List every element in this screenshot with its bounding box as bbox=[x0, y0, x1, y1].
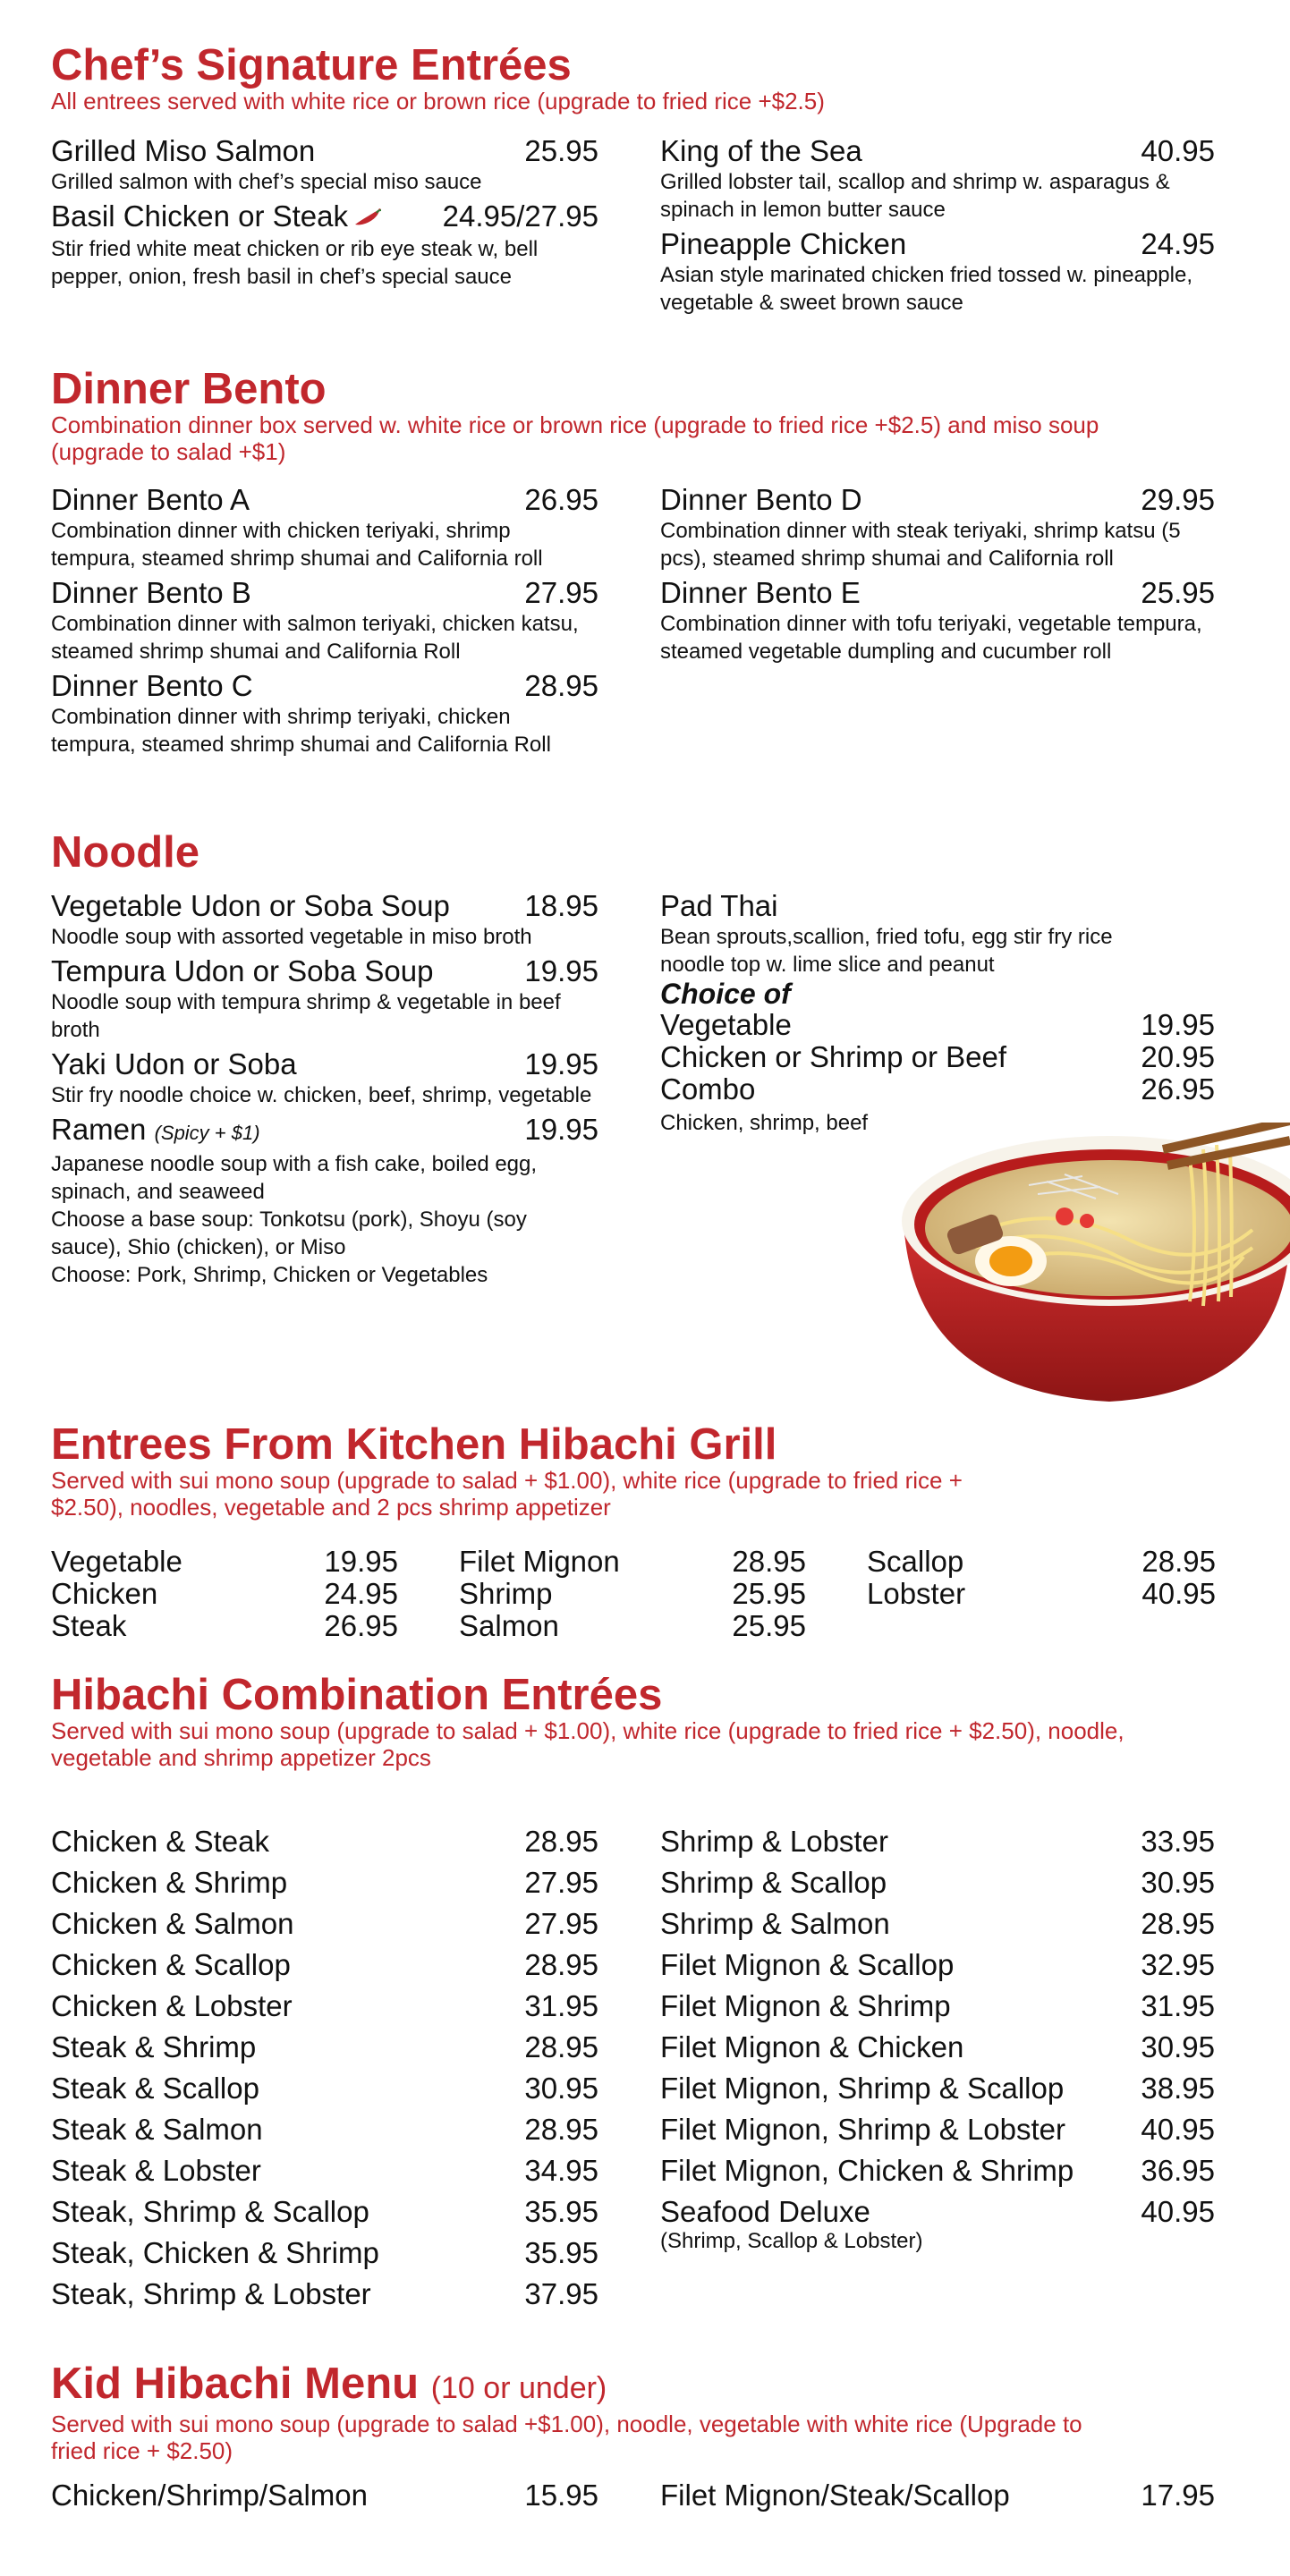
item-price: 17.95 bbox=[1141, 2479, 1215, 2512]
item-name: Steak & Salmon bbox=[51, 2113, 263, 2146]
combo-section bbox=[51, 1673, 1214, 1771]
combo-title: Hibachi Combination Entrées bbox=[51, 1671, 663, 1719]
item-name: Dinner Bento A bbox=[51, 483, 250, 516]
menu-row bbox=[51, 2191, 598, 2233]
item-price: 34.95 bbox=[524, 2154, 598, 2187]
item-price: 19.95 bbox=[524, 954, 598, 987]
chili-pepper-icon bbox=[353, 201, 382, 235]
item-price: 37.95 bbox=[524, 2277, 598, 2310]
menu-item bbox=[51, 576, 598, 665]
option-price: 26.95 bbox=[1141, 1072, 1215, 1106]
item-name: Steak & Scallop bbox=[51, 2072, 259, 2105]
menu-item bbox=[51, 669, 598, 758]
item-price: 19.95 bbox=[524, 1047, 598, 1080]
item-price: 26.95 bbox=[524, 483, 598, 516]
item-desc: Japanese noodle soup with a fish cake, boiled egg, spinach, and seaweed bbox=[51, 1152, 538, 1204]
signature-left-col bbox=[51, 134, 598, 291]
item-name: Steak, Shrimp & Lobster bbox=[51, 2277, 371, 2310]
item-price: 32.95 bbox=[1141, 1948, 1215, 1981]
item-name: Ramen bbox=[51, 1113, 147, 1146]
item-name: Shrimp & Salmon bbox=[660, 1907, 890, 1940]
item-name: Filet Mignon bbox=[459, 1545, 620, 1578]
menu-item bbox=[51, 199, 598, 291]
menu-row bbox=[51, 2150, 598, 2191]
item-name: Steak, Chicken & Shrimp bbox=[51, 2236, 379, 2269]
item-name: Dinner Bento C bbox=[51, 669, 253, 702]
ramen-bowl-image bbox=[895, 1123, 1290, 1409]
item-price: 40.95 bbox=[1141, 2113, 1215, 2146]
menu-row bbox=[51, 2027, 598, 2068]
item-price: 27.95 bbox=[524, 576, 598, 609]
item-name: Steak & Shrimp bbox=[51, 2030, 257, 2063]
item-desc-soup: Choose a base soup: Tonkotsu (pork), Shoyu (soy sauce), Shio (chicken), or Miso bbox=[51, 1208, 527, 1259]
item-name: Chicken & Shrimp bbox=[51, 1866, 288, 1899]
item-desc: Combination dinner with shrimp teriyaki, chicken tempura, steamed shrimp shumai and California Roll bbox=[51, 705, 551, 757]
item-price: 28.95 bbox=[732, 1545, 806, 1578]
menu-row bbox=[51, 2274, 598, 2315]
hibachi-section bbox=[51, 1422, 1214, 1521]
item-name: King of the Sea bbox=[660, 134, 862, 167]
menu-row bbox=[51, 1986, 598, 2027]
item-desc: Noodle soup with assorted vegetable in miso broth bbox=[51, 925, 532, 949]
item-desc: Combination dinner with salmon teriyaki, chicken katsu, steamed shrimp shumai and California Roll bbox=[51, 612, 579, 664]
item-price: 40.95 bbox=[1141, 2195, 1215, 2228]
signature-title: Chef’s Signature Entrées bbox=[51, 41, 572, 89]
kid-section bbox=[51, 2361, 1214, 2464]
item-price: 35.95 bbox=[524, 2236, 598, 2269]
item-price: 18.95 bbox=[524, 889, 598, 922]
signature-subtitle: All entrees served with white rice or brown rice (upgrade to fried rice +$2.5) bbox=[51, 88, 825, 114]
item-price: 24.95 bbox=[324, 1577, 398, 1610]
combo-desc: Chicken, shrimp, beef bbox=[660, 1111, 869, 1135]
item-note: (Spicy + $1) bbox=[154, 1122, 260, 1144]
menu-row bbox=[51, 1945, 598, 1986]
option-row bbox=[660, 1073, 1215, 1106]
item-desc: Stir fry noodle choice w. chicken, beef, shrimp, vegetable bbox=[51, 1083, 592, 1107]
bento-section bbox=[51, 367, 1214, 465]
option-name: Chicken or Shrimp or Beef bbox=[660, 1040, 1006, 1073]
item-price: 29.95 bbox=[1141, 483, 1215, 516]
item-desc: Bean sprouts,scallion, fried tofu, egg stir fry rice noodle top w. lime slice and peanut bbox=[660, 925, 1113, 977]
kid-left-col bbox=[51, 2478, 598, 2513]
bento-title: Dinner Bento bbox=[51, 365, 327, 413]
noodle-section bbox=[51, 830, 1214, 875]
option-row bbox=[660, 1009, 1215, 1041]
item-desc: Stir fried white meat chicken or rib eye steak w, bell pepper, onion, fresh basil in chef’s special sauce bbox=[51, 237, 539, 290]
item-price: 19.95 bbox=[324, 1545, 398, 1578]
menu-row bbox=[867, 1578, 1216, 1610]
item-name: Steak bbox=[51, 1609, 127, 1642]
item-name: Steak & Lobster bbox=[51, 2154, 261, 2187]
item-name: Dinner Bento B bbox=[51, 576, 251, 609]
item-name: Scallop bbox=[867, 1545, 964, 1578]
menu-item bbox=[51, 954, 598, 1044]
item-name: Filet Mignon/Steak/Scallop bbox=[660, 2479, 1010, 2512]
menu-item bbox=[51, 889, 598, 951]
item-name: Filet Mignon & Shrimp bbox=[660, 1989, 951, 2022]
item-desc-protein: Choose: Pork, Shrimp, Chicken or Vegetables bbox=[51, 1263, 488, 1287]
item-desc: Noodle soup with tempura shrimp & vegetable in beef broth bbox=[51, 990, 561, 1042]
menu-row bbox=[51, 1546, 398, 1578]
bento-right-col bbox=[660, 483, 1215, 665]
noodle-left-col bbox=[51, 889, 598, 1289]
hibachi-grid bbox=[51, 1546, 1216, 1642]
menu-row bbox=[660, 1986, 1215, 2027]
item-price: 36.95 bbox=[1141, 2154, 1215, 2187]
item-price: 28.95 bbox=[524, 669, 598, 702]
menu-item bbox=[51, 1047, 598, 1109]
item-desc: Grilled salmon with chef’s special miso sauce bbox=[51, 170, 482, 194]
menu-item bbox=[660, 134, 1215, 224]
item-name: Filet Mignon & Chicken bbox=[660, 2030, 964, 2063]
item-price: 27.95 bbox=[524, 1866, 598, 1899]
item-desc: Combination dinner with chicken teriyaki, shrimp tempura, steamed shrimp shumai and California roll bbox=[51, 519, 543, 571]
menu-row bbox=[51, 1578, 398, 1610]
hibachi-subtitle: Served with sui mono soup (upgrade to salad + $1.00), white rice (upgrade to fried rice + $2.50), noodles, vegetable and 2 pcs shrimp appetizer bbox=[51, 1467, 963, 1521]
item-name: Shrimp bbox=[459, 1577, 553, 1610]
menu-row bbox=[660, 2068, 1215, 2109]
option-price: 20.95 bbox=[1141, 1040, 1215, 1073]
item-name: Filet Mignon & Scallop bbox=[660, 1948, 955, 1981]
signature-right-col bbox=[660, 134, 1215, 317]
item-name: Filet Mignon, Chicken & Shrimp bbox=[660, 2154, 1074, 2187]
item-name: Vegetable Udon or Soba Soup bbox=[51, 889, 450, 922]
item-name: Basil Chicken or Steak bbox=[51, 199, 348, 233]
menu-row bbox=[51, 2068, 598, 2109]
item-price: 19.95 bbox=[524, 1113, 598, 1146]
item-price: 30.95 bbox=[524, 2072, 598, 2105]
menu-row bbox=[660, 2109, 1215, 2150]
menu-row bbox=[660, 1945, 1215, 1986]
bento-left-col bbox=[51, 483, 598, 758]
item-name: Pad Thai bbox=[660, 889, 778, 922]
item-price: 15.95 bbox=[524, 2479, 598, 2512]
menu-row bbox=[660, 2027, 1215, 2068]
choice-label: Choice of bbox=[660, 978, 791, 1010]
item-name: Chicken & Lobster bbox=[51, 1989, 293, 2022]
item-name: Grilled Miso Salmon bbox=[51, 134, 316, 167]
item-name: Filet Mignon, Shrimp & Lobster bbox=[660, 2113, 1066, 2146]
menu-item bbox=[51, 1113, 598, 1289]
hibachi-col-3 bbox=[867, 1546, 1216, 1642]
item-name: Steak, Shrimp & Scallop bbox=[51, 2195, 369, 2228]
item-name: Vegetable bbox=[51, 1545, 182, 1578]
kid-title: Kid Hibachi Menu bbox=[51, 2360, 420, 2408]
option-name: Vegetable bbox=[660, 1008, 792, 1041]
combo-left-col bbox=[51, 1821, 598, 2315]
item-price: 33.95 bbox=[1141, 1825, 1215, 1858]
item-desc: Asian style marinated chicken fried tossed w. pineapple, vegetable & sweet brown sauce bbox=[660, 263, 1192, 315]
item-price: 28.95 bbox=[524, 1825, 598, 1858]
item-price: 28.95 bbox=[1141, 1907, 1215, 1940]
item-price: 25.95 bbox=[732, 1577, 806, 1610]
item-name: Lobster bbox=[867, 1577, 966, 1610]
kid-right-col bbox=[660, 2478, 1215, 2513]
item-price: 40.95 bbox=[1141, 1577, 1216, 1610]
item-price: 38.95 bbox=[1141, 2072, 1215, 2105]
menu-row bbox=[459, 1578, 806, 1610]
menu-row bbox=[51, 2109, 598, 2150]
item-price: 28.95 bbox=[1141, 1545, 1216, 1578]
item-price: 25.95 bbox=[1141, 576, 1215, 609]
menu-item bbox=[660, 227, 1215, 317]
menu-row bbox=[51, 1821, 598, 1862]
item-name: Dinner Bento D bbox=[660, 483, 862, 516]
noodle-right-col bbox=[660, 889, 1215, 1137]
menu-row bbox=[459, 1546, 806, 1578]
item-name: Filet Mignon, Shrimp & Scallop bbox=[660, 2072, 1065, 2105]
item-name: Pineapple Chicken bbox=[660, 227, 907, 260]
menu-row bbox=[51, 2478, 598, 2513]
item-price: 24.95/27.95 bbox=[442, 199, 598, 233]
item-price: 27.95 bbox=[524, 1907, 598, 1940]
item-price: 25.95 bbox=[732, 1609, 806, 1642]
item-name: Chicken & Salmon bbox=[51, 1907, 294, 1940]
option-price: 19.95 bbox=[1141, 1008, 1215, 1041]
item-name: Dinner Bento E bbox=[660, 576, 861, 609]
menu-row bbox=[459, 1610, 806, 1642]
kid-title-line bbox=[51, 2361, 1214, 2411]
item-name: Shrimp & Scallop bbox=[660, 1866, 887, 1899]
menu-row bbox=[660, 1862, 1215, 1903]
hibachi-col-2 bbox=[459, 1546, 806, 1642]
item-name: Yaki Udon or Soba bbox=[51, 1047, 297, 1080]
menu-row bbox=[660, 2150, 1215, 2191]
menu-item bbox=[660, 576, 1215, 665]
item-price: 25.95 bbox=[524, 134, 598, 167]
bento-subtitle: Combination dinner box served w. white rice or brown rice (upgrade to fried rice +$2.5) and miso soup (upgrade to salad +$1) bbox=[51, 411, 1099, 465]
item-price: 30.95 bbox=[1141, 2030, 1215, 2063]
item-desc: Grilled lobster tail, scallop and shrimp w. asparagus & spinach in lemon butter sauce bbox=[660, 170, 1170, 222]
menu-row bbox=[660, 2478, 1215, 2513]
item-name: Chicken & Scallop bbox=[51, 1948, 291, 1981]
item-desc: Combination dinner with tofu teriyaki, vegetable tempura, steamed vegetable dumpling and cucumber roll bbox=[660, 612, 1202, 664]
menu-item bbox=[51, 483, 598, 572]
item-price: 35.95 bbox=[524, 2195, 598, 2228]
menu-row bbox=[51, 2233, 598, 2274]
item-name: Tempura Udon or Soba Soup bbox=[51, 954, 434, 987]
kid-subtitle: Served with sui mono soup (upgrade to salad +$1.00), noodle, vegetable with white rice (Upgrade to fried rice + $2.50) bbox=[51, 2411, 1082, 2464]
item-name: Chicken/Shrimp/Salmon bbox=[51, 2479, 368, 2512]
menu-row bbox=[660, 1903, 1215, 1945]
menu-item bbox=[660, 483, 1215, 572]
seafood-deluxe-desc: (Shrimp, Scallop & Lobster) bbox=[660, 2229, 923, 2253]
option-name: Combo bbox=[660, 1072, 756, 1106]
item-price: 28.95 bbox=[524, 2030, 598, 2063]
item-price: 28.95 bbox=[524, 2113, 598, 2146]
combo-right-col bbox=[660, 1821, 1215, 2255]
item-name: Chicken & Steak bbox=[51, 1825, 269, 1858]
menu-row bbox=[51, 1610, 398, 1642]
item-desc: Combination dinner with steak teriyaki, shrimp katsu (5 pcs), steamed shrimp shumai and California roll bbox=[660, 519, 1181, 571]
noodle-title: Noodle bbox=[51, 828, 200, 877]
hibachi-col-1 bbox=[51, 1546, 398, 1642]
kid-title-small: (10 or under) bbox=[430, 2371, 607, 2405]
item-price: 31.95 bbox=[1141, 1989, 1215, 2022]
menu-row bbox=[51, 1903, 598, 1945]
signature-section bbox=[51, 43, 1214, 114]
menu-row bbox=[51, 1862, 598, 1903]
item-name: Seafood Deluxe bbox=[660, 2195, 870, 2228]
menu-item bbox=[51, 134, 598, 196]
item-price: 24.95 bbox=[1141, 227, 1215, 260]
item-name: Salmon bbox=[459, 1609, 559, 1642]
menu-row bbox=[867, 1546, 1216, 1578]
item-price: 40.95 bbox=[1141, 134, 1215, 167]
menu-row bbox=[660, 1821, 1215, 1862]
item-price: 28.95 bbox=[524, 1948, 598, 1981]
item-name: Chicken bbox=[51, 1577, 158, 1610]
hibachi-title: Entrees From Kitchen Hibachi Grill bbox=[51, 1420, 777, 1469]
option-row bbox=[660, 1041, 1215, 1073]
item-name: Shrimp & Lobster bbox=[660, 1825, 888, 1858]
item-price: 30.95 bbox=[1141, 1866, 1215, 1899]
item-price: 31.95 bbox=[524, 1989, 598, 2022]
item-price: 26.95 bbox=[324, 1609, 398, 1642]
combo-subtitle: Served with sui mono soup (upgrade to salad + $1.00), white rice (upgrade to fried rice + $2.50), noodle, vegetable and shrimp appetizer 2pcs bbox=[51, 1717, 1125, 1771]
